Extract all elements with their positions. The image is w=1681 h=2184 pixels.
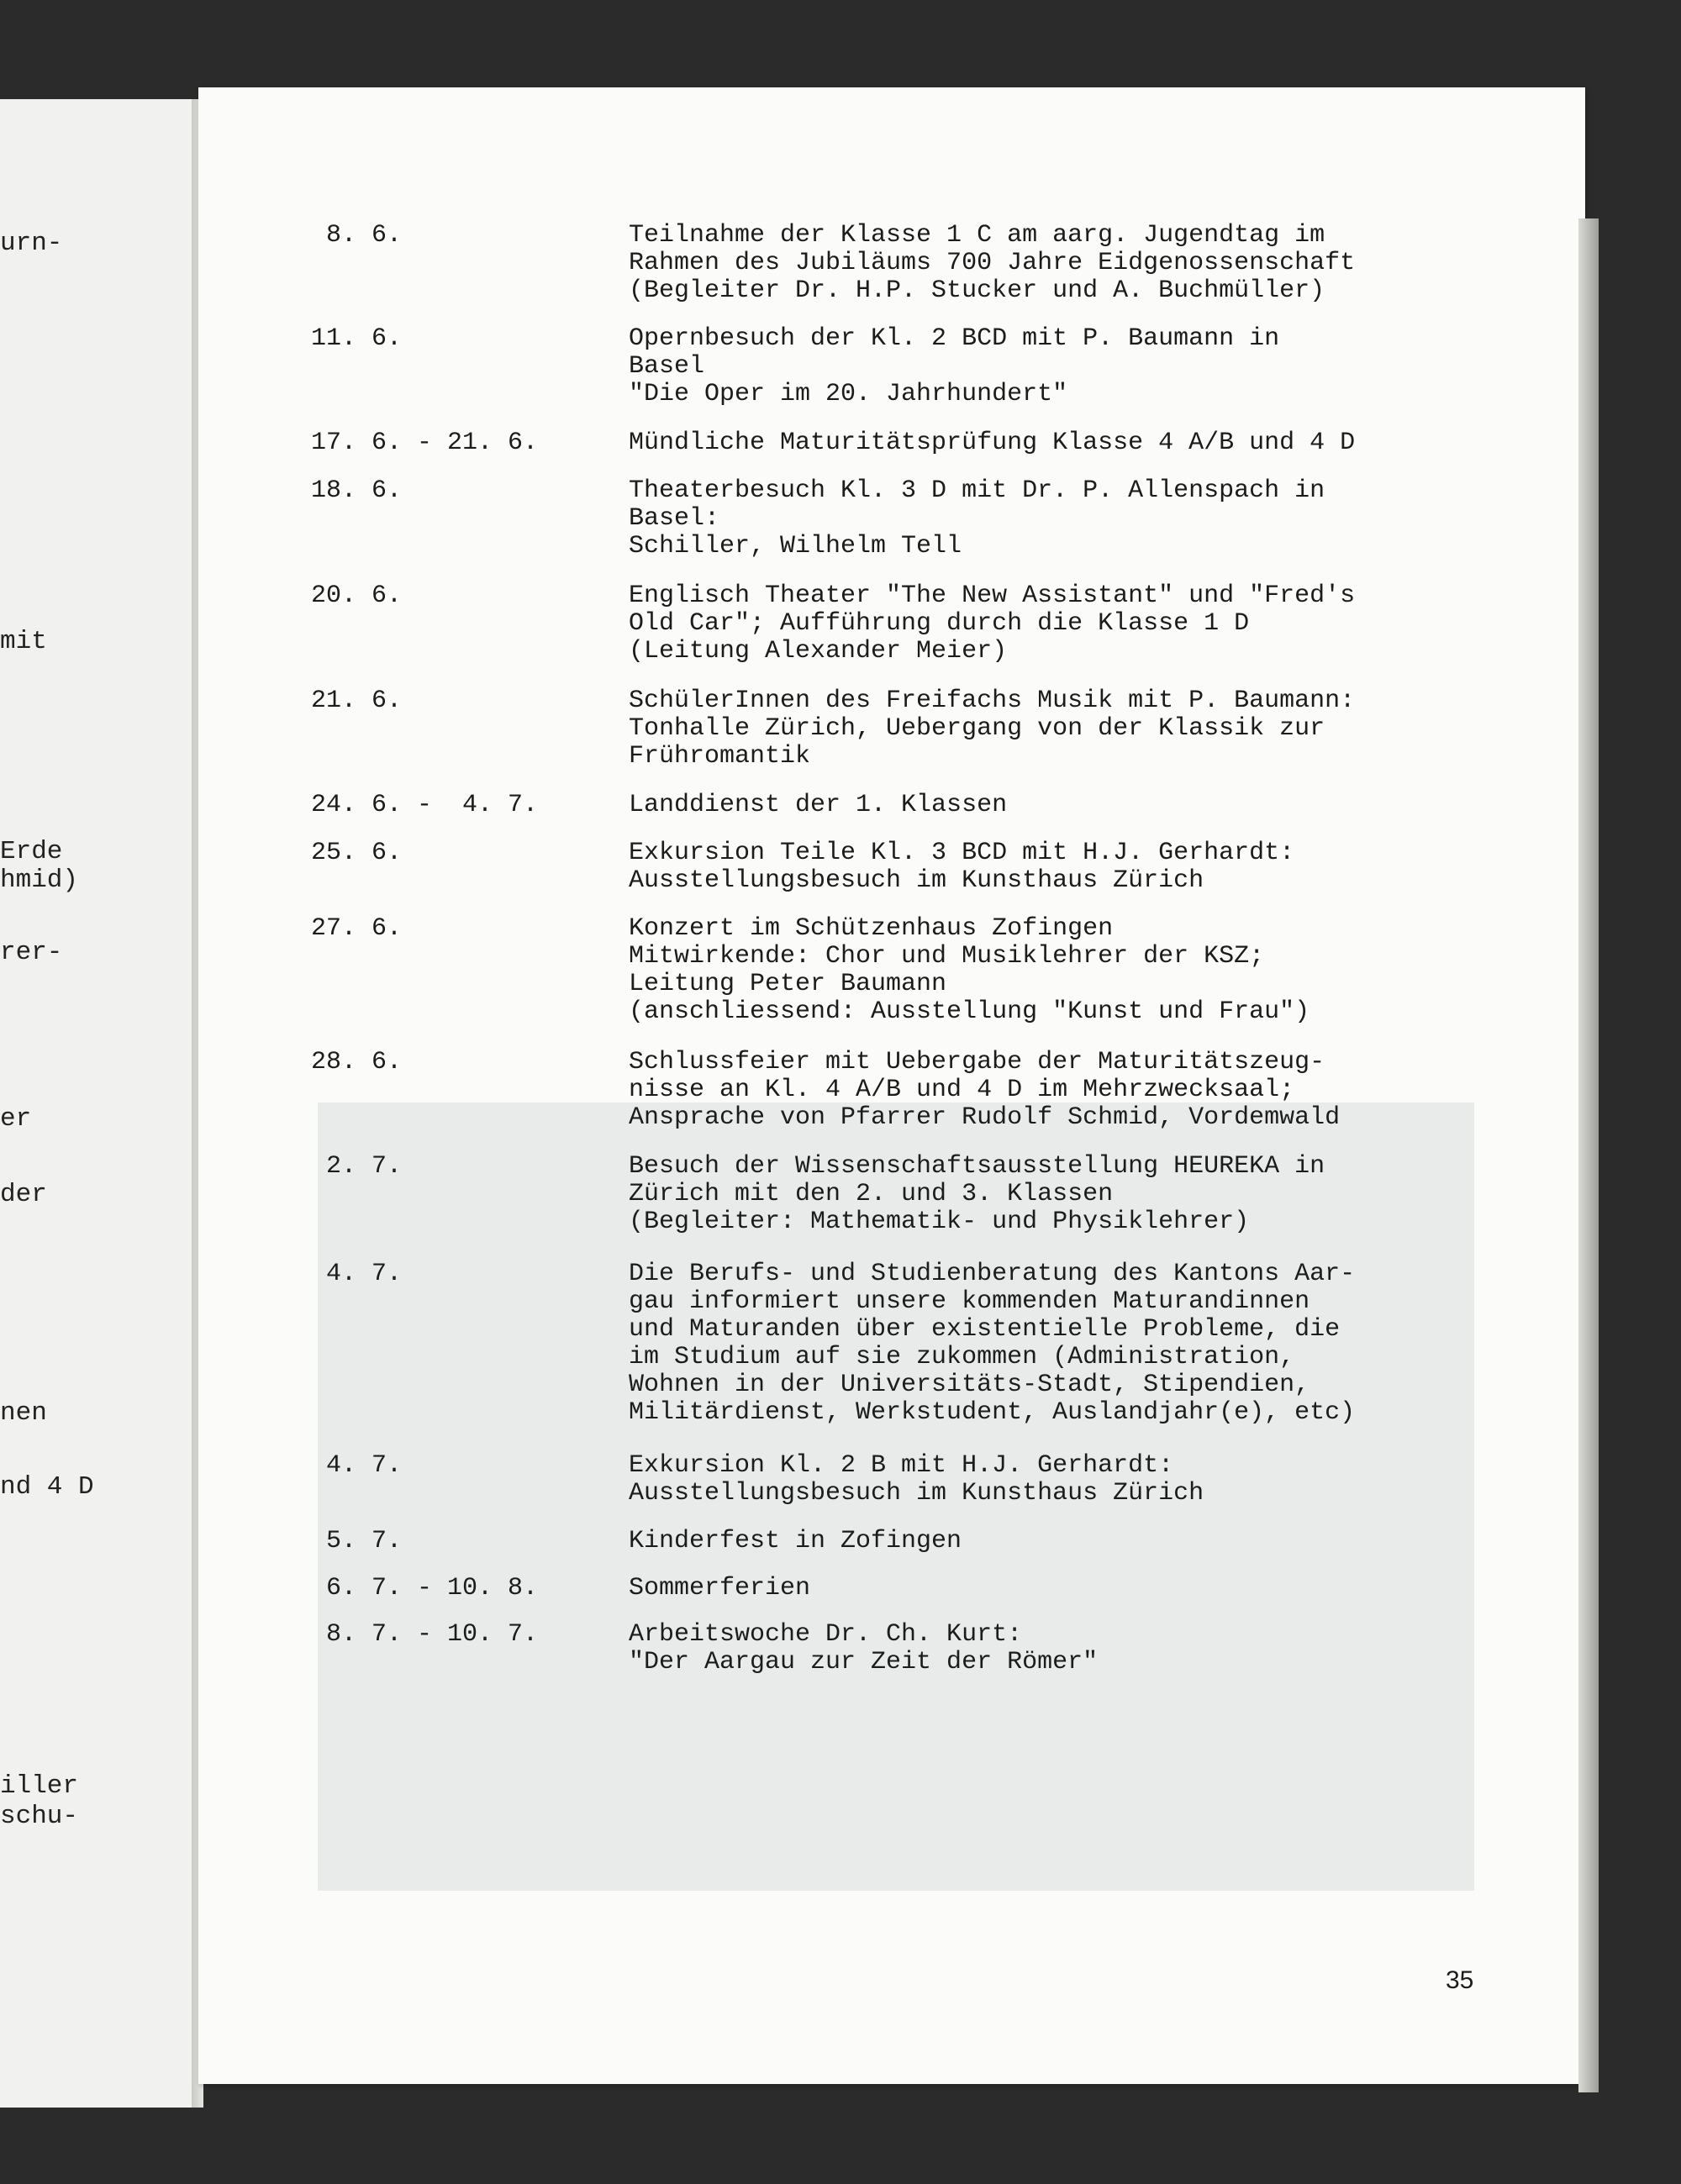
event-description [629, 1621, 1478, 1676]
event-line: "Die Oper im 20. Jahrhundert" [629, 380, 1068, 408]
event-line: (Leitung Alexander Meier) [629, 637, 1008, 666]
event-date: 6. 7. - 10. 8. [311, 1574, 539, 1602]
event-description [629, 325, 1478, 408]
event-date: 4. 7. [311, 1260, 403, 1288]
event-line: Leitung Peter Baumann [629, 970, 947, 998]
event-date: 8. 7. - 10. 7. [311, 1620, 539, 1649]
event-line: (anschliessend: Ausstellung "Kunst und Frau") [629, 997, 1310, 1026]
event-line: und Maturanden über existentielle Probleme, die [629, 1315, 1341, 1344]
left-page-fragment: Erde [0, 837, 63, 866]
event-description [629, 839, 1478, 895]
event-line: Schlussfeier mit Uebergabe der Maturitätszeug- [629, 1048, 1325, 1076]
event-line: Militärdienst, Werkstudent, Auslandjahr(e), etc) [629, 1398, 1356, 1427]
left-page-fragment: er [0, 1104, 32, 1134]
event-date: 25. 6. [311, 839, 403, 867]
page-number: 35 [1446, 1966, 1474, 1994]
event-line: Frühromantik [629, 742, 811, 771]
event-line: "Der Aargau zur Zeit der Römer" [629, 1648, 1099, 1676]
event-line: Sommerferien [629, 1574, 811, 1602]
event-date: 2. 7. [311, 1152, 403, 1181]
event-line: nisse an Kl. 4 A/B und 4 D im Mehrzwecksaal; [629, 1076, 1295, 1104]
event-line: Englisch Theater "The New Assistant" und "Fred's [629, 582, 1356, 610]
event-date: 20. 6. [311, 582, 403, 610]
event-line: Die Berufs- und Studienberatung des Kantons Aar- [629, 1260, 1356, 1288]
event-line: Mündliche Maturitätsprüfung Klasse 4 A/B und 4 D [629, 429, 1356, 457]
event-description [629, 477, 1478, 560]
event-line: Arbeitswoche Dr. Ch. Kurt: [629, 1620, 1023, 1649]
event-line: Kinderfest in Zofingen [629, 1527, 962, 1555]
event-line: im Studium auf sie zukommen (Administration, [629, 1343, 1295, 1371]
event-line: gau informiert unsere kommenden Maturandinnen [629, 1287, 1310, 1316]
event-date: 24. 6. - 4. 7. [311, 791, 539, 819]
event-line: SchülerInnen des Freifachs Musik mit P. Baumann: [629, 687, 1356, 715]
event-date: 4. 7. [311, 1451, 403, 1480]
event-description [629, 915, 1478, 1026]
left-page-fragment: urn- [0, 229, 63, 258]
event-line: Rahmen des Jubiläums 700 Jahre Eidgenossenschaft [629, 249, 1356, 277]
event-line: Exkursion Kl. 2 B mit H.J. Gerhardt: [629, 1451, 1174, 1480]
event-line: Ausstellungsbesuch im Kunsthaus Zürich [629, 1479, 1204, 1508]
event-date: 8. 6. [311, 221, 403, 250]
left-page-fragment: der [0, 1180, 47, 1209]
event-description [629, 1575, 1478, 1602]
event-description [629, 1528, 1478, 1555]
page-edge [1578, 218, 1599, 2092]
left-page-fragment: schu- [0, 1802, 79, 1831]
event-date: 5. 7. [311, 1527, 403, 1555]
left-page-fragment: nd 4 D [0, 1472, 94, 1502]
event-line: Konzert im Schützenhaus Zofingen [629, 914, 1114, 943]
event-line: Mitwirkende: Chor und Musiklehrer der KSZ; [629, 942, 1265, 971]
event-line: Zürich mit den 2. und 3. Klassen [629, 1180, 1114, 1208]
event-line: Exkursion Teile Kl. 3 BCD mit H.J. Gerhardt: [629, 839, 1295, 867]
event-description [629, 687, 1478, 771]
event-line: Basel [629, 352, 705, 381]
event-description [629, 1260, 1478, 1427]
event-line: Old Car"; Aufführung durch die Klasse 1 D [629, 609, 1250, 638]
event-line: Besuch der Wissenschaftsausstellung HEUREKA in [629, 1152, 1325, 1181]
event-description [629, 222, 1478, 305]
event-line: Wohnen in der Universitäts-Stadt, Stipendien, [629, 1371, 1310, 1399]
event-description [629, 1049, 1478, 1132]
left-page-fragment: rer- [0, 938, 63, 967]
event-date: 17. 6. - 21. 6. [311, 429, 539, 457]
event-line: Tonhalle Zürich, Uebergang von der Klassik zur [629, 714, 1325, 743]
event-line: Landdienst der 1. Klassen [629, 791, 1008, 819]
event-line: Ausstellungsbesuch im Kunsthaus Zürich [629, 866, 1204, 895]
event-line: Ansprache von Pfarrer Rudolf Schmid, Vordemwald [629, 1103, 1341, 1132]
event-description [629, 1153, 1478, 1236]
left-facing-page [0, 99, 200, 2108]
event-date: 27. 6. [311, 914, 403, 943]
event-description [629, 429, 1478, 457]
left-page-fragment: nen [0, 1398, 47, 1428]
event-description [629, 1452, 1478, 1508]
event-description [629, 792, 1478, 819]
event-date: 28. 6. [311, 1048, 403, 1076]
event-line: Teilnahme der Klasse 1 C am aarg. Jugendtag im [629, 221, 1325, 250]
event-date: 21. 6. [311, 687, 403, 715]
left-page-fragment: mit [0, 627, 47, 656]
left-page-fragment: iller [0, 1771, 79, 1801]
event-line: (Begleiter: Mathematik- und Physiklehrer) [629, 1208, 1250, 1236]
event-line: Schiller, Wilhelm Tell [629, 532, 962, 560]
event-line: Theaterbesuch Kl. 3 D mit Dr. P. Allenspach in [629, 476, 1325, 505]
event-line: (Begleiter Dr. H.P. Stucker und A. Buchmüller) [629, 276, 1325, 305]
event-date: 18. 6. [311, 476, 403, 505]
event-line: Opernbesuch der Kl. 2 BCD mit P. Baumann in [629, 324, 1280, 353]
event-description [629, 582, 1478, 666]
left-page-fragment: hmid) [0, 866, 79, 895]
event-line: Basel: [629, 504, 720, 533]
event-date: 11. 6. [311, 324, 403, 353]
